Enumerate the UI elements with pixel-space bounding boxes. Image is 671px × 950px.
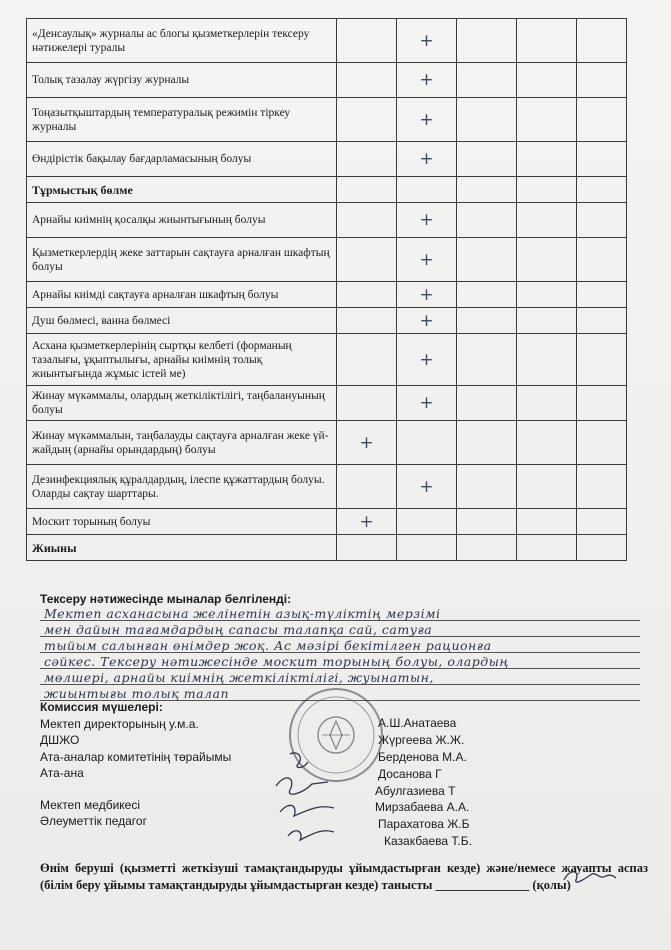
check-mark-cell: +: [337, 509, 397, 535]
check-mark-cell: [517, 386, 577, 421]
check-mark-cell: [577, 142, 627, 177]
check-mark-cell: [517, 238, 577, 282]
row-label: Душ бөлмесі, ванна бөлмесі: [27, 308, 337, 334]
check-mark-cell: [337, 282, 397, 308]
row-label: Жинау мүкәммалы, олардың жеткіліктілігі, таңбалануының болуы: [27, 386, 337, 421]
row-label: «Денсаулық» журналы ас блогы қызметкерлерін тексеру нәтижелері туралы: [27, 19, 337, 63]
check-mark-cell: [517, 63, 577, 98]
check-mark-cell: [337, 19, 397, 63]
check-mark-cell: [457, 421, 517, 465]
check-mark-cell: [577, 509, 627, 535]
footer-acknowledgement: Өнім беруші (қызметті жеткізуші тамақтандыруды ұйымдастырған кезде) және/немесе жауапты аспаз (білім беру ұйымы тамақтандыруды ұйымдастырған кезде) танысты _______________ (қолы): [40, 861, 648, 892]
handwritten-line: мөлшері, арнайы киімнің жеткіліктілігі, жуынатын,: [44, 670, 434, 685]
commission-member: Досанова Г: [378, 767, 442, 781]
check-mark-cell: [457, 386, 517, 421]
check-mark-cell: [457, 535, 517, 561]
table-row: [27, 203, 627, 238]
commission-member: Мирзабаева А.А.: [375, 800, 470, 814]
commission-member: Казакбаева Т.Б.: [384, 834, 472, 848]
check-mark-cell: +: [337, 421, 397, 465]
check-mark-cell: +: [397, 98, 457, 142]
check-mark-cell: [577, 282, 627, 308]
table-row: [27, 465, 627, 509]
commission-role: Ата-аналар комитетінің төрайымы: [40, 750, 232, 764]
check-mark-cell: [397, 509, 457, 535]
check-mark-cell: [577, 421, 627, 465]
handwritten-line: тыйым салынған өнімдер жоқ. Ас мәзірі бекітілген рационға: [44, 638, 492, 653]
check-mark-cell: +: [397, 465, 457, 509]
check-mark-cell: [577, 238, 627, 282]
check-mark-cell: [517, 282, 577, 308]
check-mark-cell: [577, 98, 627, 142]
check-mark-cell: [457, 177, 517, 203]
row-label: Дезинфекциялық құралдардың, ілеспе құжаттардың болуы. Оларды сақтау шарттары.: [27, 465, 337, 509]
handwritten-line: мен дайын тағамдардың сапасы талапқа сай, сатуға: [44, 622, 433, 637]
commission-role: Әлеуметтік педагог: [40, 814, 147, 828]
table-row: [27, 334, 627, 386]
check-mark-cell: [577, 386, 627, 421]
check-mark-cell: [517, 177, 577, 203]
table-row: [27, 282, 627, 308]
commission-role: ДШЖО: [40, 733, 80, 747]
check-mark-cell: [337, 203, 397, 238]
table-row: [27, 142, 627, 177]
commission-role: Мектеп директорының у.м.а.: [40, 717, 199, 731]
row-label: Тоңазытқыштардың температуралық режимін тіркеу журналы: [27, 98, 337, 142]
check-mark-cell: [517, 465, 577, 509]
check-mark-cell: [577, 535, 627, 561]
check-mark-cell: [577, 19, 627, 63]
row-label: Арнайы киімді сақтауға арналған шкафтың болуы: [27, 282, 337, 308]
check-mark-cell: +: [397, 19, 457, 63]
check-mark-cell: [517, 308, 577, 334]
check-mark-cell: [457, 282, 517, 308]
table-row: [27, 421, 627, 465]
check-mark-cell: [337, 98, 397, 142]
commission-role: Мектеп медбикесі: [40, 798, 141, 812]
check-mark-cell: [337, 177, 397, 203]
check-mark-cell: [577, 63, 627, 98]
section-row: [27, 535, 627, 561]
check-mark-cell: [397, 535, 457, 561]
check-mark-cell: [337, 308, 397, 334]
check-mark-cell: [577, 465, 627, 509]
check-mark-cell: [517, 98, 577, 142]
check-mark-cell: +: [397, 203, 457, 238]
check-mark-cell: [337, 238, 397, 282]
check-mark-cell: [457, 142, 517, 177]
row-label: Москит торының болуы: [27, 509, 337, 535]
check-mark-cell: [577, 308, 627, 334]
check-mark-cell: [337, 535, 397, 561]
check-mark-cell: +: [397, 282, 457, 308]
check-mark-cell: +: [397, 334, 457, 386]
commission-member: Парахатова Ж.Б: [378, 817, 470, 831]
commission-role: Ата-ана: [40, 766, 84, 780]
row-label: Өндірістік бақылау бағдарламасының болуы: [27, 142, 337, 177]
table-row: [27, 98, 627, 142]
table-row: [27, 509, 627, 535]
check-mark-cell: +: [397, 308, 457, 334]
commission-member: Абулгазиева Т: [375, 784, 456, 798]
handwritten-line: Мектеп асханасына желінетін азық-түліктің мерзімі: [44, 606, 441, 621]
check-mark-cell: [517, 509, 577, 535]
check-mark-cell: [457, 98, 517, 142]
row-label: Асхана қызметкерлерінің сыртқы келбеті (форманың тазалығы, ұқыптылығы, арнайы киімнің толық жиынтығында жұмыс істей ме): [27, 334, 337, 386]
commission-title: Комиссия мүшелері:: [40, 700, 163, 714]
checklist-table: [26, 18, 627, 561]
table-row: [27, 308, 627, 334]
check-mark-cell: [397, 421, 457, 465]
check-mark-cell: +: [397, 238, 457, 282]
section-title: Жиыны: [27, 535, 337, 561]
check-mark-cell: [337, 142, 397, 177]
check-mark-cell: [517, 19, 577, 63]
check-mark-cell: [337, 386, 397, 421]
table-row: [27, 386, 627, 421]
check-mark-cell: [397, 177, 457, 203]
check-mark-cell: [457, 63, 517, 98]
row-label: Толық тазалау жүргізу журналы: [27, 63, 337, 98]
check-mark-cell: [457, 334, 517, 386]
check-mark-cell: [517, 535, 577, 561]
row-label: Қызметкерлердің жеке заттарын сақтауға арналған шкафтың болуы: [27, 238, 337, 282]
row-label: Арнайы киімнің қосалқы жиынтығының болуы: [27, 203, 337, 238]
check-mark-cell: [577, 203, 627, 238]
handwritten-line: жиынтығы толық талап: [44, 686, 229, 701]
check-mark-cell: +: [397, 386, 457, 421]
check-mark-cell: [517, 142, 577, 177]
check-mark-cell: [337, 334, 397, 386]
check-mark-cell: [457, 19, 517, 63]
check-mark-cell: [457, 465, 517, 509]
check-mark-cell: [457, 238, 517, 282]
row-label: Жинау мүкәммалын, таңбалауды сақтауға арналған жеке үй-жайдың (арнайы орындардың) болуы: [27, 421, 337, 465]
check-mark-cell: [457, 308, 517, 334]
check-mark-cell: +: [397, 142, 457, 177]
handwritten-line: сәйкес. Тексеру нәтижесінде москит торының болуы, олардың: [44, 654, 509, 669]
check-mark-cell: [337, 63, 397, 98]
section-row: [27, 177, 627, 203]
results-title: Тексеру нәтижесінде мыналар белгіленді:: [40, 592, 292, 606]
table-row: [27, 19, 627, 63]
check-mark-cell: [517, 334, 577, 386]
commission-member: Берденова М.А.: [378, 750, 467, 764]
signatures: [268, 748, 378, 848]
check-mark-cell: [577, 334, 627, 386]
check-mark-cell: [577, 177, 627, 203]
table-row: [27, 238, 627, 282]
commission-member: А.Ш.Анатаева: [378, 716, 457, 730]
check-mark-cell: [517, 421, 577, 465]
check-mark-cell: +: [397, 63, 457, 98]
check-mark-cell: [517, 203, 577, 238]
check-mark-cell: [337, 465, 397, 509]
table-row: [27, 63, 627, 98]
check-mark-cell: [457, 509, 517, 535]
commission-member: Жүргеева Ж.Ж.: [378, 733, 465, 747]
section-title: Тұрмыстық бөлме: [27, 177, 337, 203]
check-mark-cell: [457, 203, 517, 238]
